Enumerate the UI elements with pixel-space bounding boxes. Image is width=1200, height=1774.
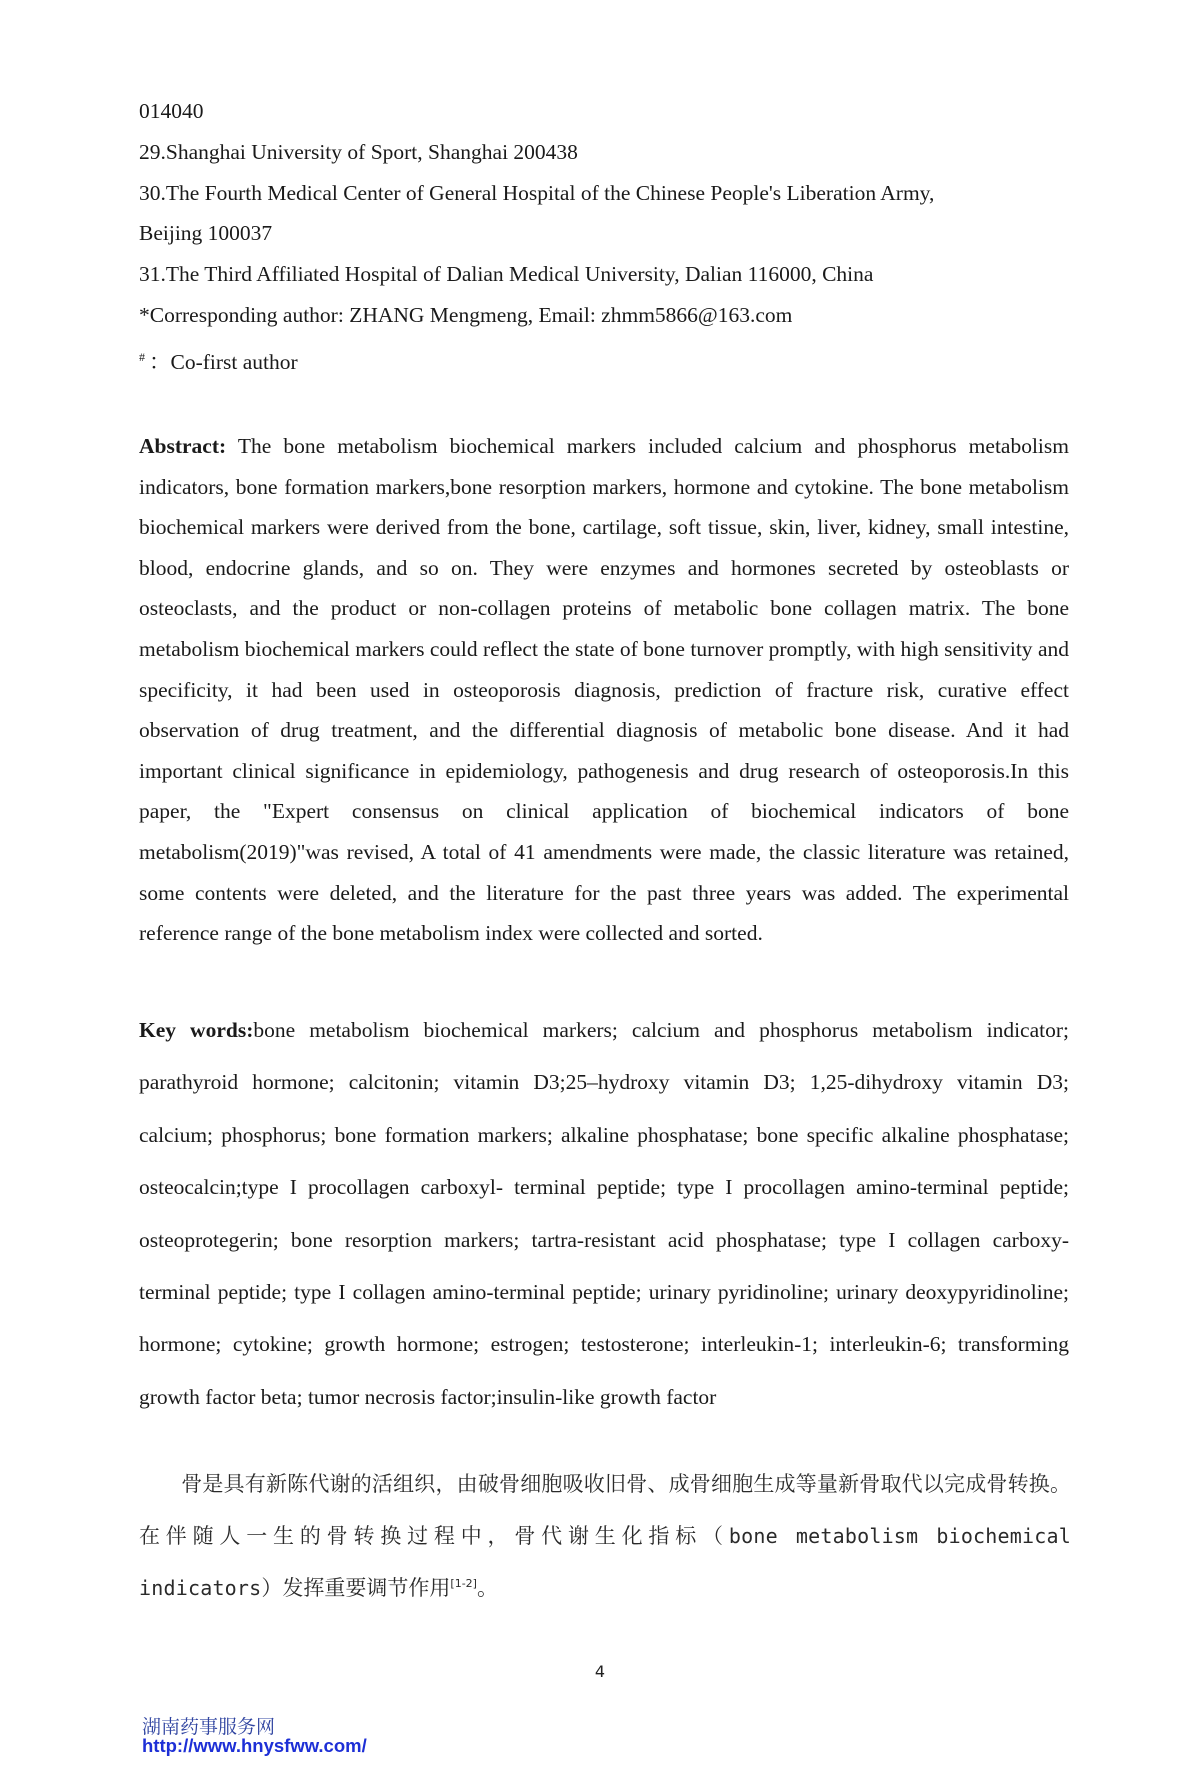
abstract (139, 426, 1069, 954)
watermark-site-name: 湖南药事服务网 (142, 1716, 276, 1738)
affiliation-line: 30.The Fourth Medical Center of General Hospital of the Chinese People's Liberation Army, (139, 181, 935, 205)
body-text: 骨是具有新陈代谢的活组织，由破骨细胞吸收旧骨、成骨细胞生成等量新骨取代以完成骨转换。在伴随人一生的骨转换过程中，骨代谢生化指标（ (139, 1472, 1071, 1548)
co-first-author-note (139, 343, 1079, 376)
watermark-url-link[interactable]: http://www.hnysfww.com/ (142, 1735, 367, 1756)
co-first-text: ：Co-first author (149, 350, 298, 375)
abstract-label: Abstract: (139, 434, 227, 458)
body-text-end: 。 (476, 1576, 498, 1600)
keywords-text: bone metabolism biochemical markers; calcium and phosphorus metabolism indicator; parathyroid hormone; calcitonin; vitamin D3;25–hydroxy vitamin D3; 1,25-dihydroxy vitamin D3; calcium; phosphorus; bone formation markers; alkaline phosphatase; bone specific alkaline phosphatase; osteocalcin;type I procollagen carboxyl- terminal peptide; type I procollagen amino-terminal peptide; osteoprotegerin; bone resorption markers; tartra-resistant acid phosphatase; type I collagen carboxy-terminal peptide; type I collagen amino-terminal peptide; urinary pyridinoline; urinary deoxypyridinoline; hormone; cytokine; growth hormone; estrogen; testosterone; interleukin-1; interleukin-6; transforming growth factor beta; tumor necrosis factor;insulin-like growth factor (139, 1018, 1069, 1409)
citation: [1-2] (450, 1577, 477, 1590)
affiliation-line: 31.The Third Affiliated Hospital of Dalian Medical University, Dalian 116000, China (139, 262, 874, 286)
page-number: 4 (594, 1662, 606, 1681)
keywords (139, 1004, 1069, 1423)
english-term: bone metabolism biochemical indicators (139, 1524, 1071, 1600)
corresponding-author: *Corresponding author: ZHANG Mengmeng, Email: zhmm5866@163.com (139, 303, 793, 327)
affiliation-line: Beijing 100037 (139, 221, 273, 245)
affiliation-line: 014040 (139, 99, 204, 123)
co-first-mark: # (139, 350, 145, 364)
body-paragraph (139, 1458, 1071, 1614)
keywords-label: Key words: (139, 1018, 254, 1042)
affiliation-line: 29.Shanghai University of Sport, Shanghai 200438 (139, 140, 578, 164)
abstract-text: The bone metabolism biochemical markers included calcium and phosphorus metabolism indicators, bone formation markers,bone resorption markers, hormone and cytokine. The bone metabolism biochemical markers were derived from the bone, cartilage, soft tissue, skin, liver, kidney, small intestine, blood, endocrine glands, and so on. They were enzymes and hormones secreted by osteoblasts or osteoclasts, and the product or non-collagen proteins of metabolic bone collagen matrix. The bone metabolism biochemical markers could reflect the state of bone turnover promptly, with high sensitivity and specificity, it had been used in osteoporosis diagnosis, prediction of fracture risk, curative effect observation of drug treatment, and the differential diagnosis of metabolic bone disease. And it had important clinical significance in epidemiology, pathogenesis and drug research of osteoporosis.In this paper, the "Expert consensus on clinical application of biochemical indicators of bone metabolism(2019)"was revised, A total of 41 amendments were made, the classic literature was retained, some contents were deleted, and the literature for the past three years was added. The experimental reference range of the bone metabolism index were collected and sorted. (139, 434, 1069, 946)
body-text-cont: ）发挥重要调节作用 (261, 1576, 451, 1600)
